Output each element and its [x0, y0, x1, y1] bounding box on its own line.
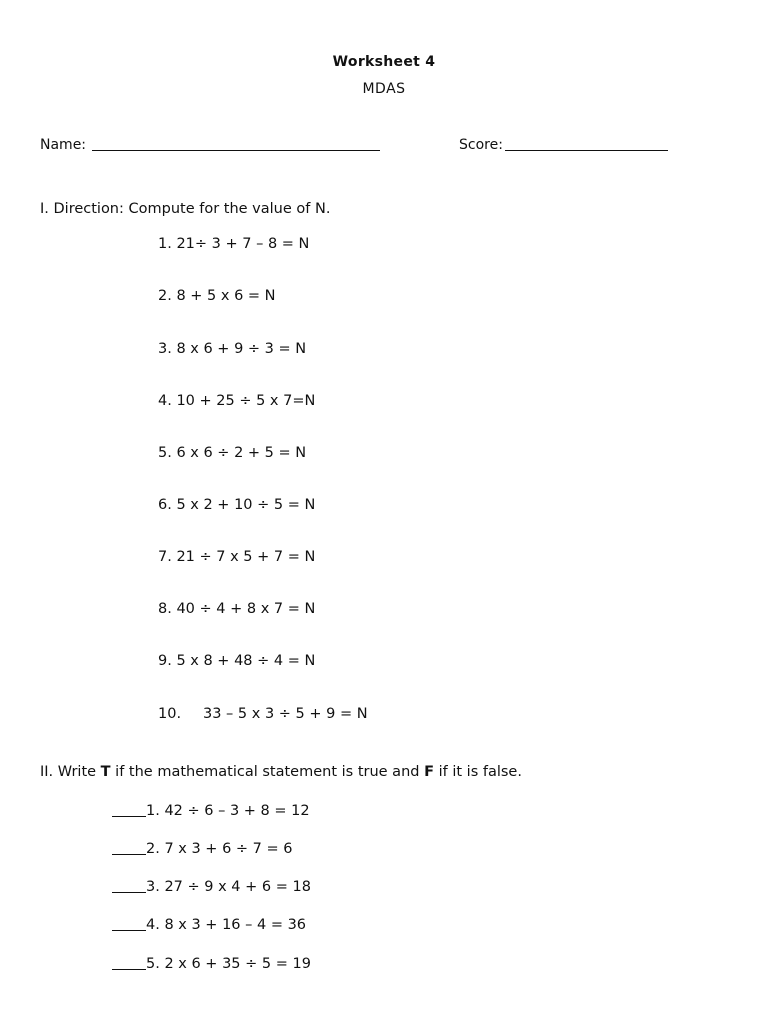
problem-item — [158, 393, 315, 409]
section-2-heading — [40, 764, 522, 780]
problem-expression: 6 x 6 ÷ 2 + 5 = N — [176, 445, 307, 461]
item-expression: 7 x 3 + 6 ÷ 7 = 6 — [164, 841, 293, 857]
problem-number: 8. — [158, 601, 172, 617]
item-number: 4. — [146, 917, 160, 933]
problem-number: 6. — [158, 497, 172, 513]
problem-item — [158, 497, 315, 513]
name-field — [40, 136, 380, 153]
problem-item — [158, 601, 315, 617]
problem-expression: 10 + 25 ÷ 5 x 7=N — [176, 393, 316, 409]
problem-item — [158, 445, 306, 461]
answer-blank[interactable] — [112, 955, 146, 970]
problem-number: 7. — [158, 549, 172, 565]
page-subtitle: MDAS — [362, 81, 406, 97]
problem-expression: 8 + 5 x 6 = N — [176, 288, 276, 304]
true-false-item — [112, 878, 311, 895]
score-label: Score: — [459, 137, 503, 153]
section-2-heading-false: F — [424, 764, 434, 780]
item-number: 5. — [146, 956, 160, 972]
section-2-heading-post: if it is false. — [433, 764, 522, 780]
problem-item — [158, 706, 368, 722]
true-false-item — [112, 916, 306, 933]
item-expression: 8 x 3 + 16 – 4 = 36 — [164, 917, 307, 933]
score-field — [459, 136, 668, 153]
score-blank-line[interactable] — [505, 136, 668, 151]
problem-item — [158, 549, 315, 565]
page-title: Worksheet 4 — [332, 54, 436, 70]
section-2-heading-pre: II. Write — [40, 764, 101, 780]
problem-item — [158, 236, 309, 252]
problem-expression: 40 ÷ 4 + 8 x 7 = N — [176, 601, 316, 617]
problem-expression: 21 ÷ 7 x 5 + 7 = N — [176, 549, 316, 565]
problem-number: 10. — [158, 706, 182, 722]
problem-expression: 33 – 5 x 3 ÷ 5 + 9 = N — [203, 706, 368, 722]
answer-blank[interactable] — [112, 802, 146, 817]
problem-item — [158, 288, 276, 304]
true-false-item — [112, 840, 292, 857]
problem-expression: 5 x 8 + 48 ÷ 4 = N — [176, 653, 316, 669]
answer-blank[interactable] — [112, 916, 146, 931]
section-1-heading: I. Direction: Compute for the value of N. — [40, 201, 331, 217]
item-expression: 2 x 6 + 35 ÷ 5 = 19 — [164, 956, 311, 972]
problem-item — [158, 341, 306, 357]
item-number: 1. — [146, 803, 160, 819]
problem-number: 4. — [158, 393, 172, 409]
name-label: Name: — [40, 137, 87, 153]
item-number: 2. — [146, 841, 160, 857]
problem-number: 3. — [158, 341, 172, 357]
item-expression: 42 ÷ 6 – 3 + 8 = 12 — [164, 803, 310, 819]
problem-expression: 21÷ 3 + 7 – 8 = N — [176, 236, 310, 252]
name-blank-line[interactable] — [92, 136, 380, 151]
problem-expression: 8 x 6 + 9 ÷ 3 = N — [176, 341, 307, 357]
item-expression: 27 ÷ 9 x 4 + 6 = 18 — [164, 879, 311, 895]
problem-number: 9. — [158, 653, 172, 669]
section-2-heading-mid: if the mathematical statement is true and — [110, 764, 425, 780]
true-false-item — [112, 802, 310, 819]
problem-number: 1. — [158, 236, 172, 252]
section-2-heading-true: T — [100, 764, 111, 780]
problem-number: 5. — [158, 445, 172, 461]
problem-item — [158, 653, 315, 669]
problem-number: 2. — [158, 288, 172, 304]
problem-expression: 5 x 2 + 10 ÷ 5 = N — [176, 497, 316, 513]
answer-blank[interactable] — [112, 878, 146, 893]
answer-blank[interactable] — [112, 840, 146, 855]
item-number: 3. — [146, 879, 160, 895]
true-false-item — [112, 955, 311, 972]
